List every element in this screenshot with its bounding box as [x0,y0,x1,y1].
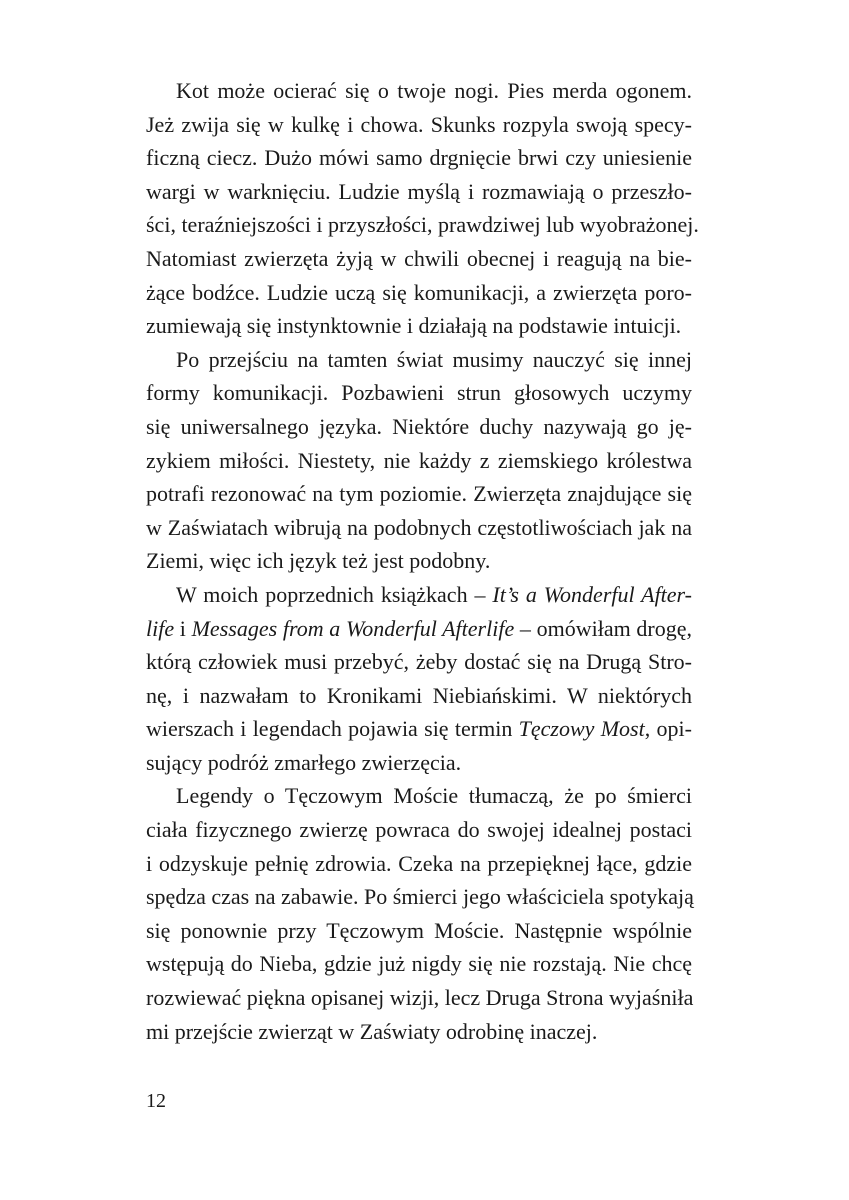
text-line [146,309,692,343]
text-line [146,242,692,276]
text-segment: wierszach i legendach pojawia się termin [146,716,519,742]
text-line [146,947,692,981]
text-line [146,847,692,881]
text-segment: nę, i nazwałam to Kronikami Niebiańskimi. W niektórych [146,682,692,708]
text-segment: Jeż zwija się w kulkę i chowa. Skunks rozpyla swoją specy- [146,111,692,137]
text-line [146,981,692,1015]
text-line [146,444,692,478]
text-segment: Kot może ocierać się o twoje nogi. Pies merda ogonem. [176,78,692,103]
italic-title: Messages from a Wonderful Afterlife [191,615,515,641]
text-segment: wargi w warknięciu. Ludzie myślą i rozmawiają o przeszło- [146,178,692,204]
text-segment: i odzyskuje pełnię zdrowia. Czeka na przepięknej łące, gdzie [146,850,692,876]
text-segment: – omówiłam drogę, [514,615,692,641]
text-segment: Po przejściu na tamten świat musimy nauczyć się innej [176,346,692,372]
body-text [146,74,699,1048]
text-line [146,208,699,242]
text-line [146,108,692,142]
text-line [146,712,692,746]
text-segment: ści, teraźniejszości i przyszłości, prawdziwej lub wyobrażonej. [146,212,699,238]
text-segment: którą człowiek musi przebyć, żeby dostać się na Drugą Stro- [146,649,692,675]
paragraph [146,343,692,578]
text-segment: i [174,615,192,641]
text-segment: rozwiewać piękna opisanej wizji, lecz Druga Strona wyjaśniła [146,985,694,1011]
italic-title: Tęczowy Most [518,716,645,742]
italic-title: life [146,615,175,641]
text-line [146,376,692,410]
text-segment: Natomiast zwierzęta żyją w chwili obecnej i reagują na bie- [146,245,692,271]
paragraph [146,578,692,780]
page-number: 12 [146,1090,166,1112]
text-line [146,74,692,108]
text-line [146,1015,692,1049]
text-line [146,746,692,780]
text-line [146,612,692,646]
text-line [146,477,692,511]
text-line [146,645,692,679]
text-segment: W moich poprzednich książkach – [176,581,493,607]
italic-title: It’s a Wonderful After- [492,581,693,607]
text-segment: zumiewają się instynktownie i działają na podstawie intuicji. [146,313,682,339]
text-line [146,343,692,377]
text-line [146,141,692,175]
text-segment: spędza czas na zabawie. Po śmierci jego właściciela spotykają [146,884,694,910]
text-line [146,813,692,847]
text-segment: formy komunikacji. Pozbawieni strun głosowych uczymy [146,380,692,406]
text-segment: żące bodźce. Ludzie uczą się komunikacji, a zwierzęta poro- [146,279,692,305]
text-line [146,578,692,612]
text-segment: sujący podróż zmarłego zwierzęcia. [146,749,462,775]
text-line [146,679,692,713]
text-line [146,410,692,444]
text-segment: się uniwersalnego języka. Niektóre duchy nazywają go ję- [146,413,692,439]
text-line [146,175,692,209]
text-segment: się ponownie przy Tęczowym Moście. Następnie wspólnie [146,917,692,943]
text-segment: w Zaświatach wibrują na podobnych częstotliwościach jak na [146,514,692,540]
text-segment: , opi- [644,716,692,742]
text-segment: potrafi rezonować na tym poziomie. Zwierzęta znajdujące się [146,481,692,507]
text-line [146,880,692,914]
text-line [146,511,692,545]
text-segment: wstępują do Nieba, gdzie już nigdy się nie rozstają. Nie chcę [146,951,692,977]
text-line [146,914,692,948]
text-line [146,544,692,578]
text-line [146,276,692,310]
paragraph [146,74,699,343]
text-segment: ciała fizycznego zwierzę powraca do swojej idealnej postaci [146,817,692,843]
text-segment: mi przejście zwierząt w Zaświaty odrobinę inaczej. [146,1018,598,1044]
text-segment: zykiem miłości. Niestety, nie każdy z ziemskiego królestwa [146,447,692,473]
paragraph [146,779,692,1048]
text-segment: ficzną ciecz. Dużo mówi samo drgnięcie brwi czy uniesienie [146,145,692,171]
text-segment: Ziemi, więc ich język też jest podobny. [146,548,491,574]
text-segment: Legendy o Tęczowym Moście tłumaczą, że po śmierci [176,783,692,809]
text-line [146,779,692,813]
